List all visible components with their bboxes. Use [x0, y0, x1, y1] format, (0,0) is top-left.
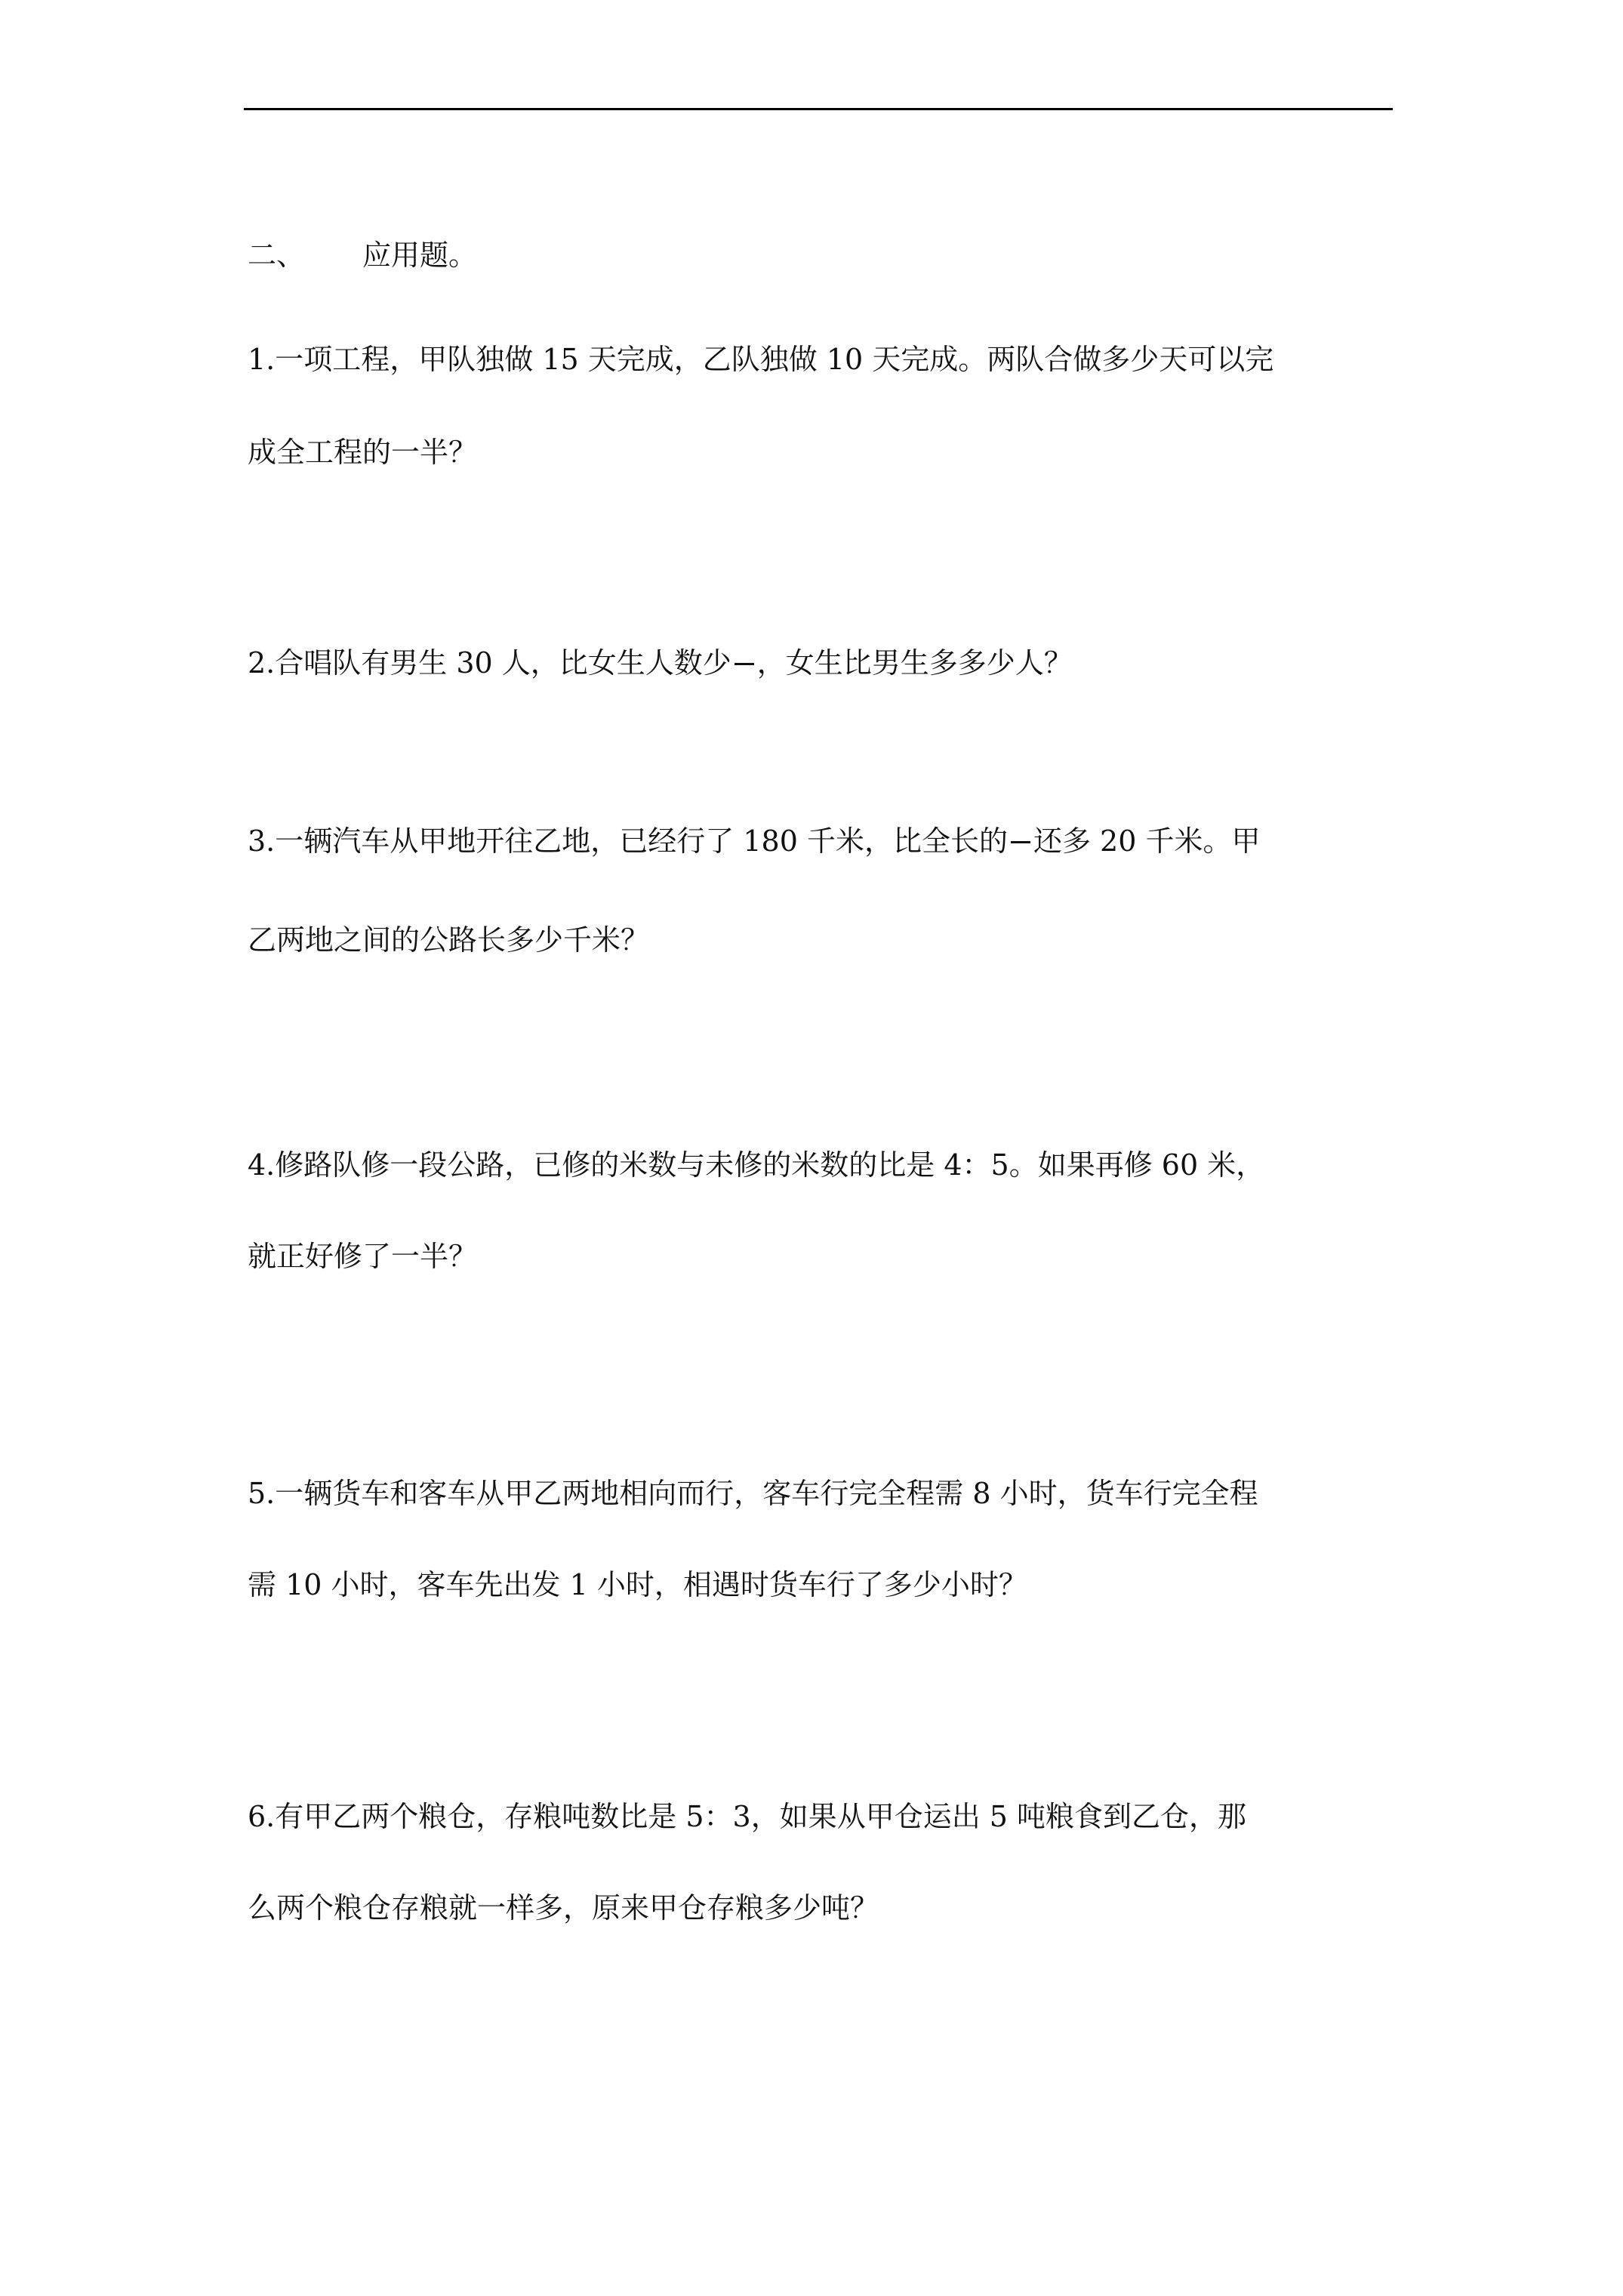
question-3-text-before: 3.一辆汽车从甲地开往乙地，已经行了 180 千米，比全长的 [248, 824, 1008, 858]
question-3-text-after: 还多 20 千米。甲 [1033, 824, 1261, 858]
question-2-line-1 [248, 642, 1395, 684]
question-3-line-1 [248, 820, 1395, 862]
question-2 [248, 642, 1395, 684]
question-6-line-2: 么两个粮仓存粮就一样多，原来甲仓存粮多少吨？ [248, 1891, 879, 1925]
question-4-line-2: 就正好修了一半？ [248, 1240, 478, 1273]
header-rule [244, 108, 1393, 110]
question-5 [248, 1472, 1395, 1606]
fraction-blank [1011, 841, 1030, 843]
question-5-line-2: 需 10 小时，客车先出发 1 小时，相遇时货车行了多少小时？ [248, 1568, 1027, 1601]
section-title: 应用题。 [362, 239, 478, 272]
question-1 [248, 338, 1395, 473]
fraction-blank [735, 663, 754, 665]
question-5-line-1: 5.一辆货车和客车从甲乙两地相向而行，客车行完全程需 8 小时，货车行完全程 [248, 1477, 1258, 1510]
section-heading [248, 234, 477, 276]
question-3 [248, 820, 1395, 961]
question-1-line-2: 成全工程的一半？ [248, 436, 478, 469]
question-2-text-after: ，女生比男生多多少人？ [756, 646, 1073, 680]
question-4 [248, 1144, 1395, 1277]
question-1-line-1: 1.一项工程，甲队独做 15 天完成，乙队独做 10 天完成。两队合做多少天可以完 [248, 343, 1274, 376]
section-number: 二、 [248, 239, 306, 272]
question-6 [248, 1795, 1395, 1929]
question-2-text-before: 2.合唱队有男生 30 人，比女生人数少 [248, 646, 731, 680]
question-4-line-1: 4.修路队修一段公路，已修的米数与未修的米数的比是 4：5。如果再修 60 米， [248, 1148, 1265, 1182]
question-3-line-2: 乙两地之间的公路长多少千米？ [248, 923, 650, 957]
question-6-line-1: 6.有甲乙两个粮仓，存粮吨数比是 5：3，如果从甲仓运出 5 吨粮食到乙仓，那 [248, 1800, 1247, 1833]
